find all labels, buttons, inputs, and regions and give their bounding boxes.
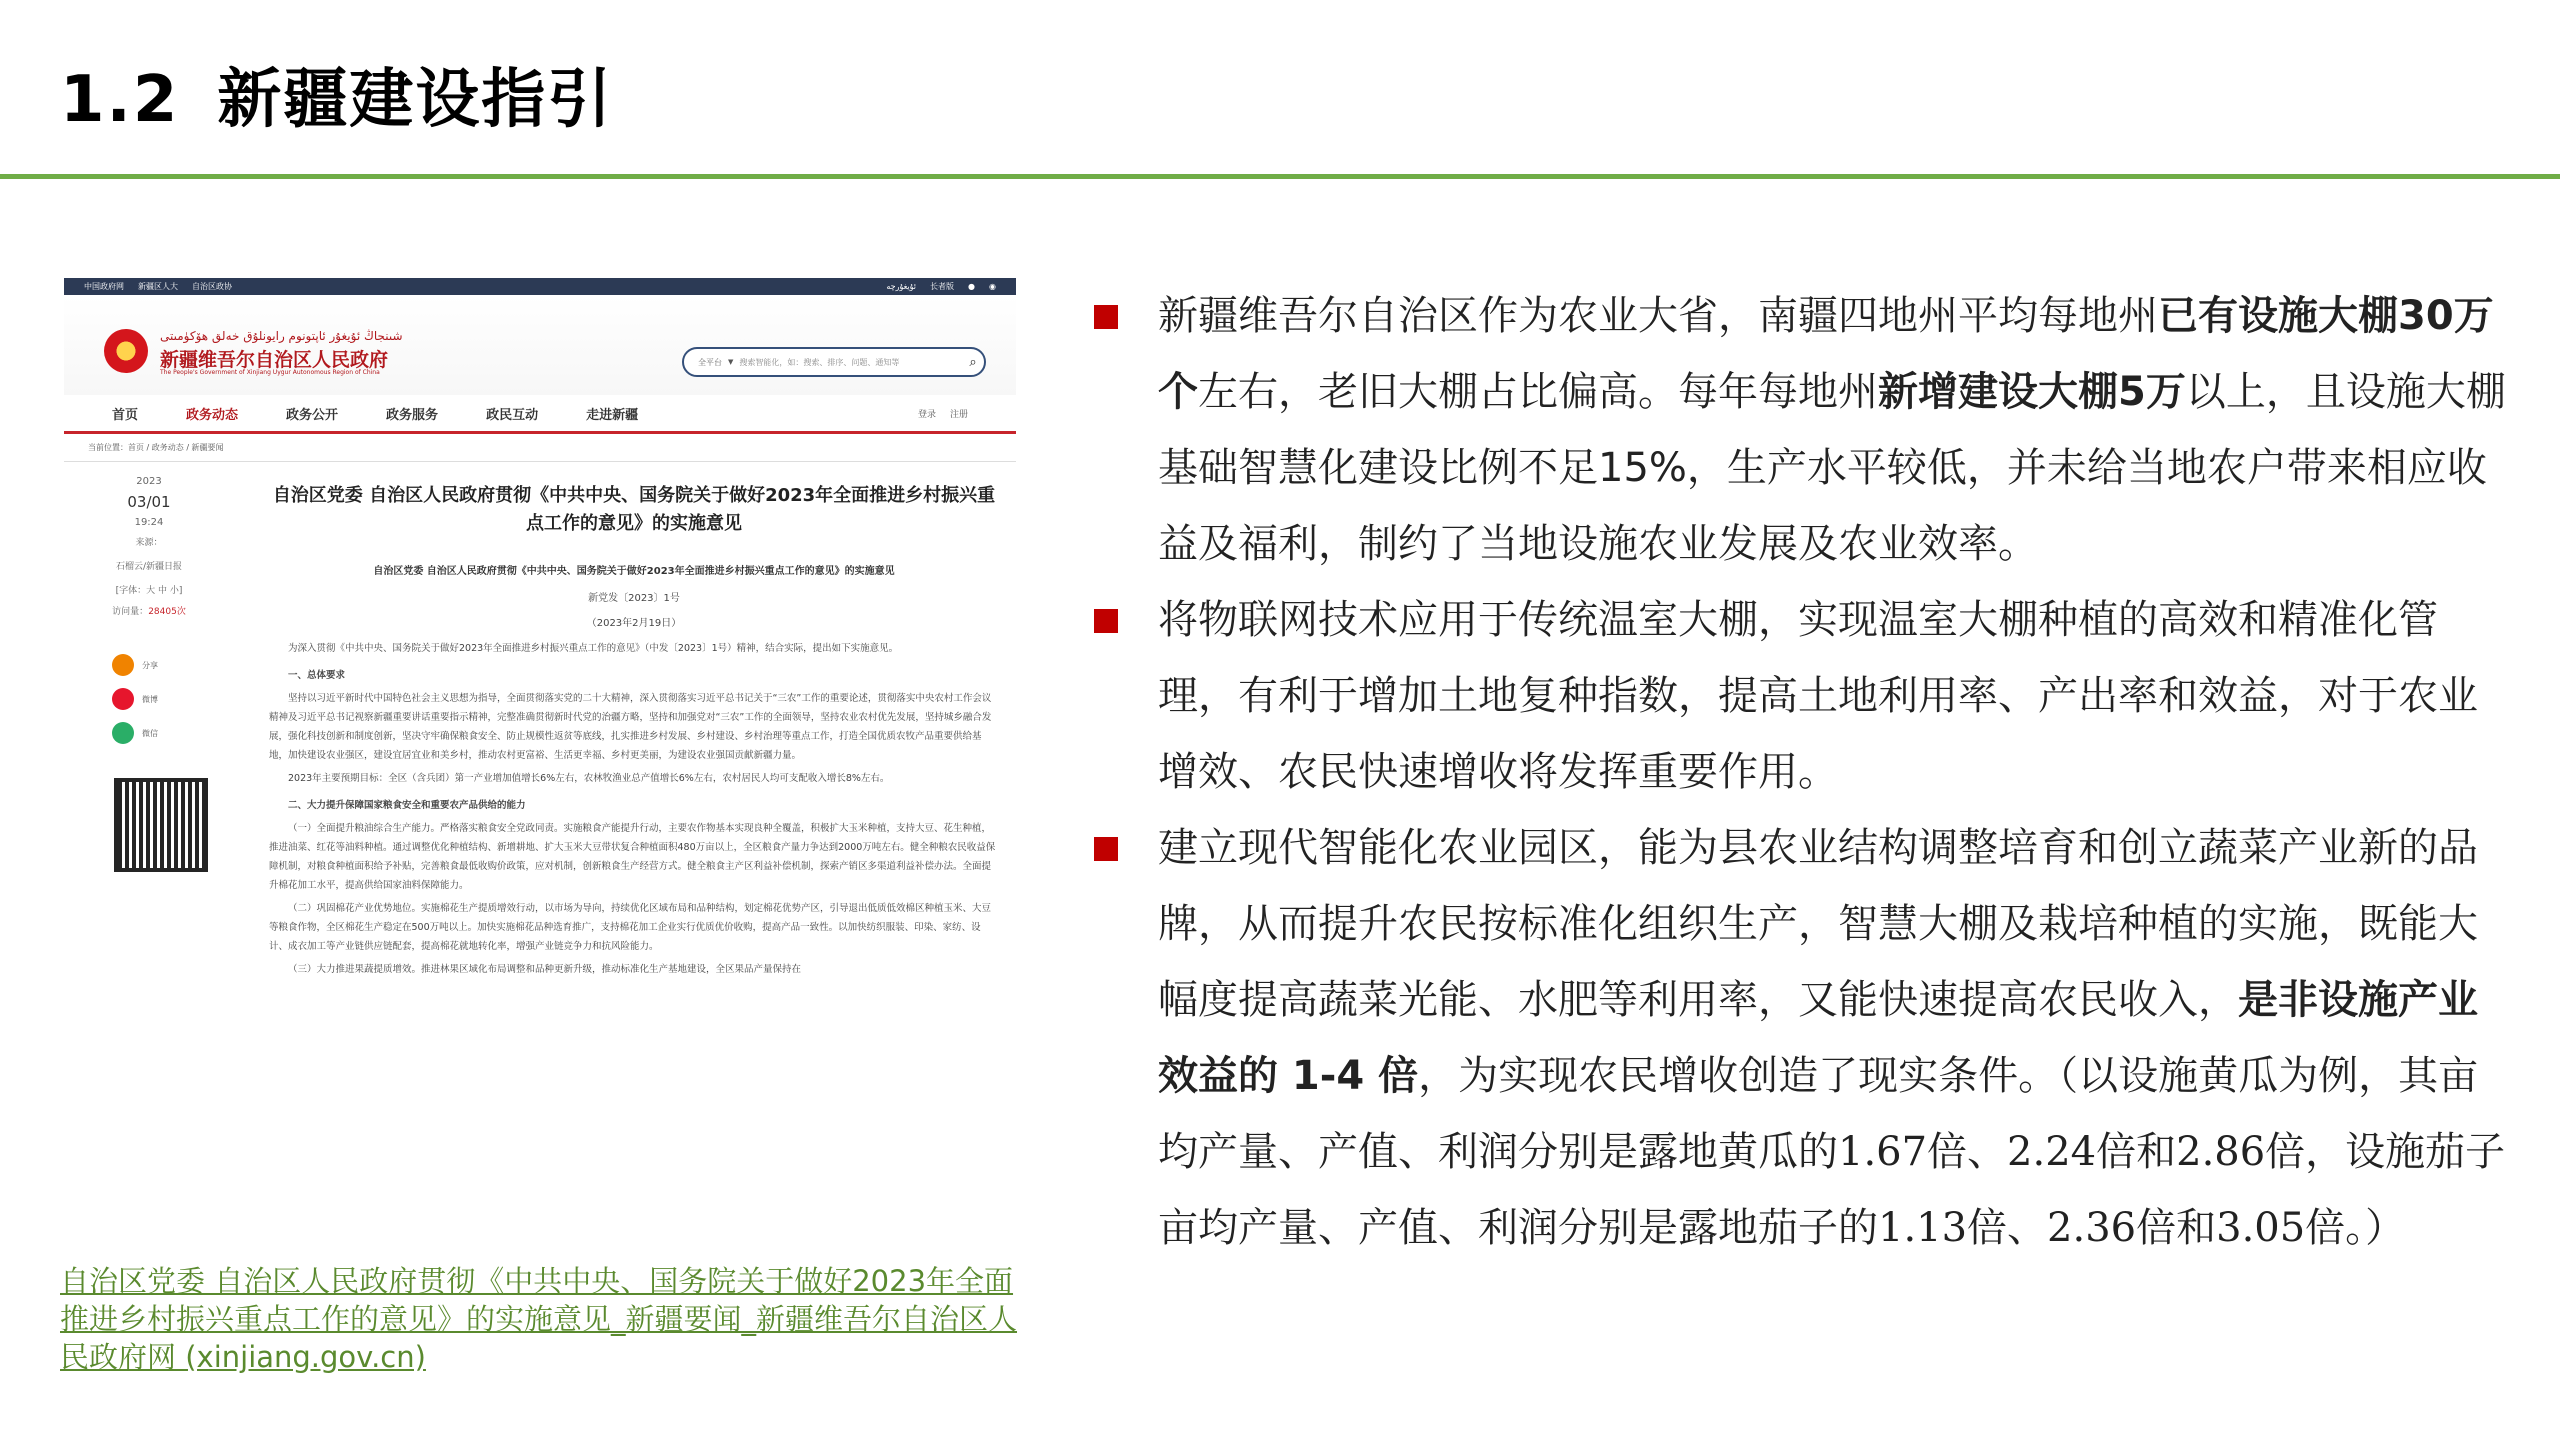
publish-date: 03/01 (127, 493, 171, 511)
bullet-marker-icon (1094, 837, 1118, 861)
share-icon (112, 654, 134, 676)
topbar-link[interactable]: 自治区政协 (192, 282, 232, 291)
section-title: 新疆建设指引 (217, 63, 614, 137)
register-link[interactable]: 注册 (949, 409, 968, 420)
chevron-down-icon[interactable]: ▼ (728, 358, 734, 366)
bullet-marker-icon (1094, 609, 1118, 633)
site-header (64, 295, 1016, 395)
bullet-marker-icon (1094, 305, 1118, 329)
nav-item-active[interactable]: 政务动态 (186, 407, 239, 423)
topbar-link[interactable]: 中国政府网 (84, 282, 124, 291)
bullet-example: 以设施黄瓜为例，其亩均产量、产值、利润分别是露地黄瓜的1.67倍、2.24倍和2.86倍，设施茄子亩均产量、产值、利润分别是露地茄子的1.13倍、2.36倍和3.05倍。） (1158, 1053, 2506, 1251)
bullet-text: 将物联网技术应用于传统温室大棚，实现温室大棚种植的高效和精准化管理，有利于增加土地复种指数，提高土地利用率、产出率和效益，对于农业增效、农民快速增收将发挥重要作用。 (1158, 597, 2478, 795)
website-screenshot (64, 278, 1016, 1206)
article-paragraph: 2023年主要预期目标：全区（含兵团）第一产业增加值增长6%左右，农林牧渔业总产值增长6%左右，农村居民人均可支配收入增长8%左右。 (288, 773, 890, 784)
bullet-text: 建立现代智能化农业园区，能为县农业结构调整培育和创立蔬菜产业新的品牌，从而提升农民按标准化组织生产，智慧大棚及栽培种植的实施，既能大幅度提高蔬菜光能、水肥等利用率，又能快速提高农民收入， (1158, 825, 2478, 1023)
login-link[interactable]: 登录 (917, 409, 936, 420)
article-paragraph: （二）巩固棉花产业优势地位。实施棉花生产提质增效行动，以市场为导向，持续优化区域布局和品种结构，划定棉花优势产区，引导退出低质低效棉区种植玉米、大豆等粮食作物，全区棉花生产稳定在500万吨以上。加快实施棉花品种选育推广，支持棉花加工企业实行优质优价收购，提高产品一致性。以加快纺织服装、印染、家纺、设计、成衣加工等产业链供应链配套，提高棉花就地转化率，增强产业链竞争力和抗风险能力。 (269, 903, 992, 952)
document-number: 新党发〔2023〕1号 (588, 593, 680, 604)
article-subtitle: 自治区党委 自治区人民政府贯彻《中共中央、国务院关于做好2023年全面推进乡村振兴重点工作的意见》的实施意见 (373, 566, 895, 577)
source-label: 来源： (135, 538, 163, 548)
font-size-control[interactable]: [字体：大 中 小] (115, 586, 183, 596)
nav-item[interactable]: 走进新疆 (586, 407, 639, 423)
topbar-link[interactable]: 新疆区人大 (138, 282, 178, 291)
slide-title (60, 48, 613, 140)
bullet-emphasis: 新增建设大棚5万 (1878, 369, 2186, 415)
article-body (269, 462, 999, 1206)
bullet-list (1094, 278, 2514, 1266)
bullet-item (1094, 278, 2514, 582)
bullet-text: 新疆维吾尔自治区作为农业大省，南疆四地州平均每地州 (1158, 293, 2158, 339)
brand-name: 新疆维吾尔自治区人民政府 (160, 349, 389, 371)
breadcrumb: 当前位置：首页 / 政务动态 / 新疆要闻 (64, 434, 1016, 462)
share-label: 分享 (142, 660, 158, 670)
national-emblem-icon (104, 329, 148, 373)
share-button[interactable] (112, 654, 158, 676)
bullet-text: ，为实现农民增收创造了现实条件。（ (1418, 1053, 2079, 1099)
search-scope[interactable]: 全平台 (698, 357, 722, 367)
wechat-icon (112, 722, 134, 744)
article-paragraph: （三）大力推进果蔬提质增效。推进林果区域化布局调整和品种更新升级，推动标准化生产基地建设，全区果品产量保持在 (288, 964, 802, 975)
nav-item[interactable]: 政民互动 (486, 407, 539, 423)
section-number: 1.2 (60, 63, 180, 137)
topbar-link[interactable]: 长者版 (930, 282, 955, 291)
wechat-label: 微信 (142, 728, 158, 738)
brand-uyghur: شىنجاڭ ئۇيغۇر ئاپتونوم رايونلۇق خەلق ھۆكۈمىتى (160, 329, 403, 343)
article-heading: 二、大力提升保障国家粮食安全和重要农产品供给的能力 (288, 800, 526, 811)
topbar-link[interactable]: ئۇيغۇرچە (886, 282, 917, 291)
weibo-icon[interactable]: ◉ (989, 282, 996, 291)
nav-item[interactable]: 政务公开 (286, 407, 339, 423)
qr-code (114, 778, 208, 872)
view-count (64, 604, 234, 617)
article-heading: 一、总体要求 (288, 670, 346, 681)
article-paragraph: 坚持以习近平新时代中国特色社会主义思想为指导，全面贯彻落实党的二十大精神，深入贯彻落实习近平总书记关于“三农”工作的重要论述，贯彻落实中央农村工作会议精神及习近平总书记视察新疆重要讲话重要指示精神，完整准确贯彻新时代党的治疆方略，坚持和加强党对“三农”工作的全面领导，坚持农业农村优先发展，坚持城乡融合发展，强化科技创新和制度创新，坚决守牢确保粮食安全、防止规模性返贫等底线，扎实推进乡村发展、乡村建设、乡村治理等重点工作，打造全国优质农牧产品重要供给基地，加快建设农业强区，建设宜居宜业和美乡村，推动农村更富裕、生活更幸福、乡村更美丽，为建设农业强国贡献新疆力量。 (269, 693, 992, 761)
document-date: （2023年2月19日） (586, 618, 682, 629)
site-search[interactable] (682, 347, 986, 377)
search-input[interactable]: 搜索智能化，如：搜索、排序、问题、通知等 (739, 357, 900, 367)
bullet-item (1094, 582, 2514, 810)
bullet-emphasis: 已有设施大棚30万个 (1158, 293, 2494, 415)
search-icon[interactable]: ⌕ (969, 354, 977, 370)
bullet-text: 以上，且设施大棚基础智慧化建设比例不足15%，生产水平较低，并未给当地农户带来相应收益及福利，制约了当地设施农业发展及农业效率。 (1158, 369, 2506, 567)
source: 石榴云/新疆日报 (115, 562, 183, 572)
wechat-icon[interactable]: ● (968, 282, 976, 291)
bullet-text: 左右，老旧大棚占比偏高。每年每地州 (1198, 369, 1878, 415)
site-topbar (64, 278, 1016, 295)
views-value: 28405次 (148, 607, 186, 617)
article-paragraph: 为深入贯彻《中共中央、国务院关于做好2023年全面推进乡村振兴重点工作的意见》（中发〔2023〕1号）精神，结合实际，提出如下实施意见。 (288, 643, 899, 654)
site-nav (64, 395, 1016, 434)
article-title: 自治区党委 自治区人民政府贯彻《中共中央、国务院关于做好2023年全面推进乡村振兴重点工作的意见》的实施意见 (272, 485, 996, 534)
publish-time: 19:24 (134, 517, 164, 528)
title-divider (0, 174, 2560, 179)
nav-item[interactable]: 政务服务 (386, 407, 439, 423)
article-paragraph: （一）全面提升粮油综合生产能力。严格落实粮食安全党政同责。实施粮食产能提升行动，主要农作物基本实现良种全覆盖，积极扩大玉米种植，支持大豆、花生种植，推进油菜、红花等油料种植。通过调整优化种植结构、新增耕地、扩大玉米大豆带状复合种植面积480万亩以上，全区粮食产量力争达到2000万吨左右。健全种粮农民收益保障机制，对粮食种植面积给予补贴，完善粮食最低收购价政策，应对机制，创新粮食生产经营方式。健全粮食主产区利益补偿机制，探索产销区多渠道利益补偿办法。全面提升棉花加工水平，提高供给国家油料保障能力。 (269, 823, 996, 891)
publish-year: 2023 (136, 476, 162, 487)
wechat-share-button[interactable] (112, 722, 158, 744)
source-link[interactable]: 自治区党委 自治区人民政府贯彻《中共中央、国务院关于做好2023年全面推进乡村振兴重点工作的意见》的实施意见_新疆要闻_新疆维吾尔自治区人民政府网 (xinjiang.gov.cn) (60, 1264, 1018, 1374)
bullet-emphasis: 是非设施产业效益的 1-4 倍 (1158, 977, 2478, 1099)
brand-english: The People's Government of Xinjiang Uygur Autonomous Region of China (160, 369, 380, 376)
views-label: 访问量： (112, 607, 149, 617)
nav-item[interactable]: 首页 (112, 407, 139, 423)
weibo-label: 微博 (142, 694, 158, 704)
bullet-item (1094, 810, 2514, 1266)
weibo-icon (112, 688, 134, 710)
weibo-share-button[interactable] (112, 688, 158, 710)
